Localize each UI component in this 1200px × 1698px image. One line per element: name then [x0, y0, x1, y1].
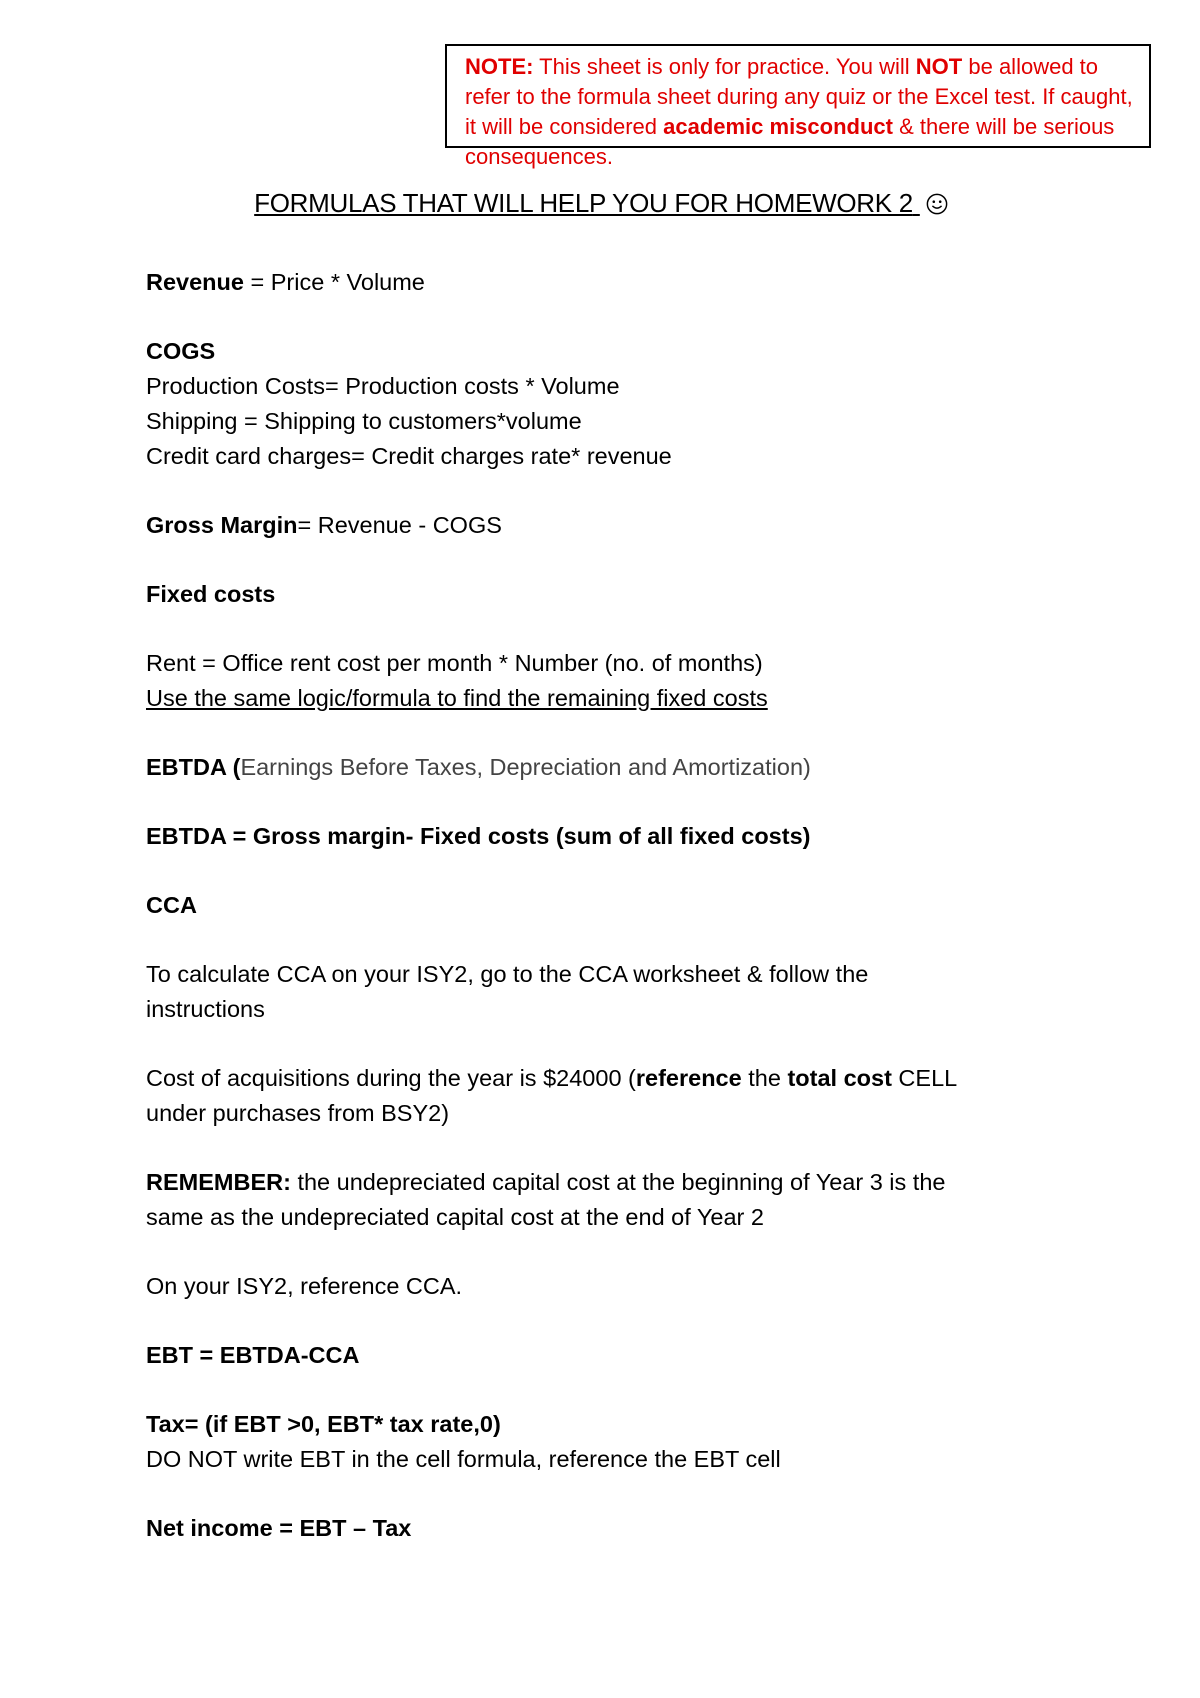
remember-line-2: same as the undepreciated capital cost at the end of Year 2 — [146, 1204, 764, 1230]
cca-instructions-1: To calculate CCA on your ISY2, go to the CCA worksheet & follow the — [146, 961, 869, 987]
acq-total-cost: total cost — [787, 1065, 892, 1091]
note-label: NOTE: — [465, 54, 534, 79]
remember-text-1: the undepreciated capital cost at the beginning of Year 3 is the — [290, 1169, 946, 1195]
acq-text-1: Cost of acquisitions during the year is $24000 ( — [146, 1065, 636, 1091]
note-text-1: This sheet is only for practice. You will — [533, 54, 916, 79]
cogs-production: Production Costs= Production costs * Volume — [146, 373, 620, 399]
fixed-costs-logic: Use the same logic/formula to find the remaining fixed costs — [146, 685, 768, 711]
cogs-credit: Credit card charges= Credit charges rate* revenue — [146, 443, 672, 469]
revenue-label: Revenue — [146, 269, 244, 295]
remember-line-1 — [146, 1165, 1046, 1200]
fixed-costs-rent: Rent = Office rent cost per month * Number (no. of months) — [146, 650, 763, 676]
page-title-text: FORMULAS THAT WILL HELP YOU FOR HOMEWORK 2 — [254, 188, 913, 218]
fixed-costs-heading: Fixed costs — [146, 581, 276, 607]
net-income-formula: Net income = EBT – Tax — [146, 1515, 412, 1541]
cca-acquisitions-line-2: under purchases from BSY2) — [146, 1100, 450, 1126]
tax-formula: Tax= (if EBT >0, EBT* tax rate,0) — [146, 1411, 501, 1437]
acq-reference: reference — [635, 1065, 742, 1091]
ebtda-definition-line — [146, 750, 1046, 785]
gross-margin-formula: = Revenue - COGS — [297, 512, 502, 538]
note-text-3: & there will be serious consequences. — [465, 114, 1115, 169]
cca-acquisitions-line — [146, 1061, 1046, 1096]
note-not: NOT — [915, 54, 963, 79]
smiley-icon — [926, 193, 948, 215]
acq-text-2: the — [741, 1065, 788, 1091]
ebtda-definition: Earnings Before Taxes, Depreciation and Amortization) — [240, 754, 811, 780]
gross-margin-line — [146, 508, 1046, 543]
page-title — [0, 186, 1200, 220]
ebtda-label: EBTDA ( — [146, 754, 241, 780]
cca-instructions-2: instructions — [146, 996, 265, 1022]
practice-note-box — [445, 44, 1151, 169]
remember-label: REMEMBER: — [146, 1169, 291, 1195]
cca-heading: CCA — [146, 892, 197, 918]
cca-reference: On your ISY2, reference CCA. — [146, 1273, 463, 1299]
gross-margin-label: Gross Margin — [146, 512, 298, 538]
ebtda-formula: EBTDA = Gross margin- Fixed costs (sum of all fixed costs) — [146, 823, 811, 849]
acq-text-3: CELL — [891, 1065, 958, 1091]
cogs-heading: COGS — [146, 338, 216, 364]
revenue-formula: = Price * Volume — [243, 269, 425, 295]
revenue-line — [146, 265, 1046, 300]
formula-content — [146, 265, 1046, 1546]
ebt-formula: EBT = EBTDA-CCA — [146, 1342, 360, 1368]
cogs-shipping: Shipping = Shipping to customers*volume — [146, 408, 582, 434]
note-misconduct: academic misconduct — [663, 114, 893, 139]
tax-note: DO NOT write EBT in the cell formula, reference the EBT cell — [146, 1446, 781, 1472]
note-text-2: be allowed to refer to the formula sheet during any quiz or the Excel test. If caught, it will be considered — [465, 54, 1133, 139]
